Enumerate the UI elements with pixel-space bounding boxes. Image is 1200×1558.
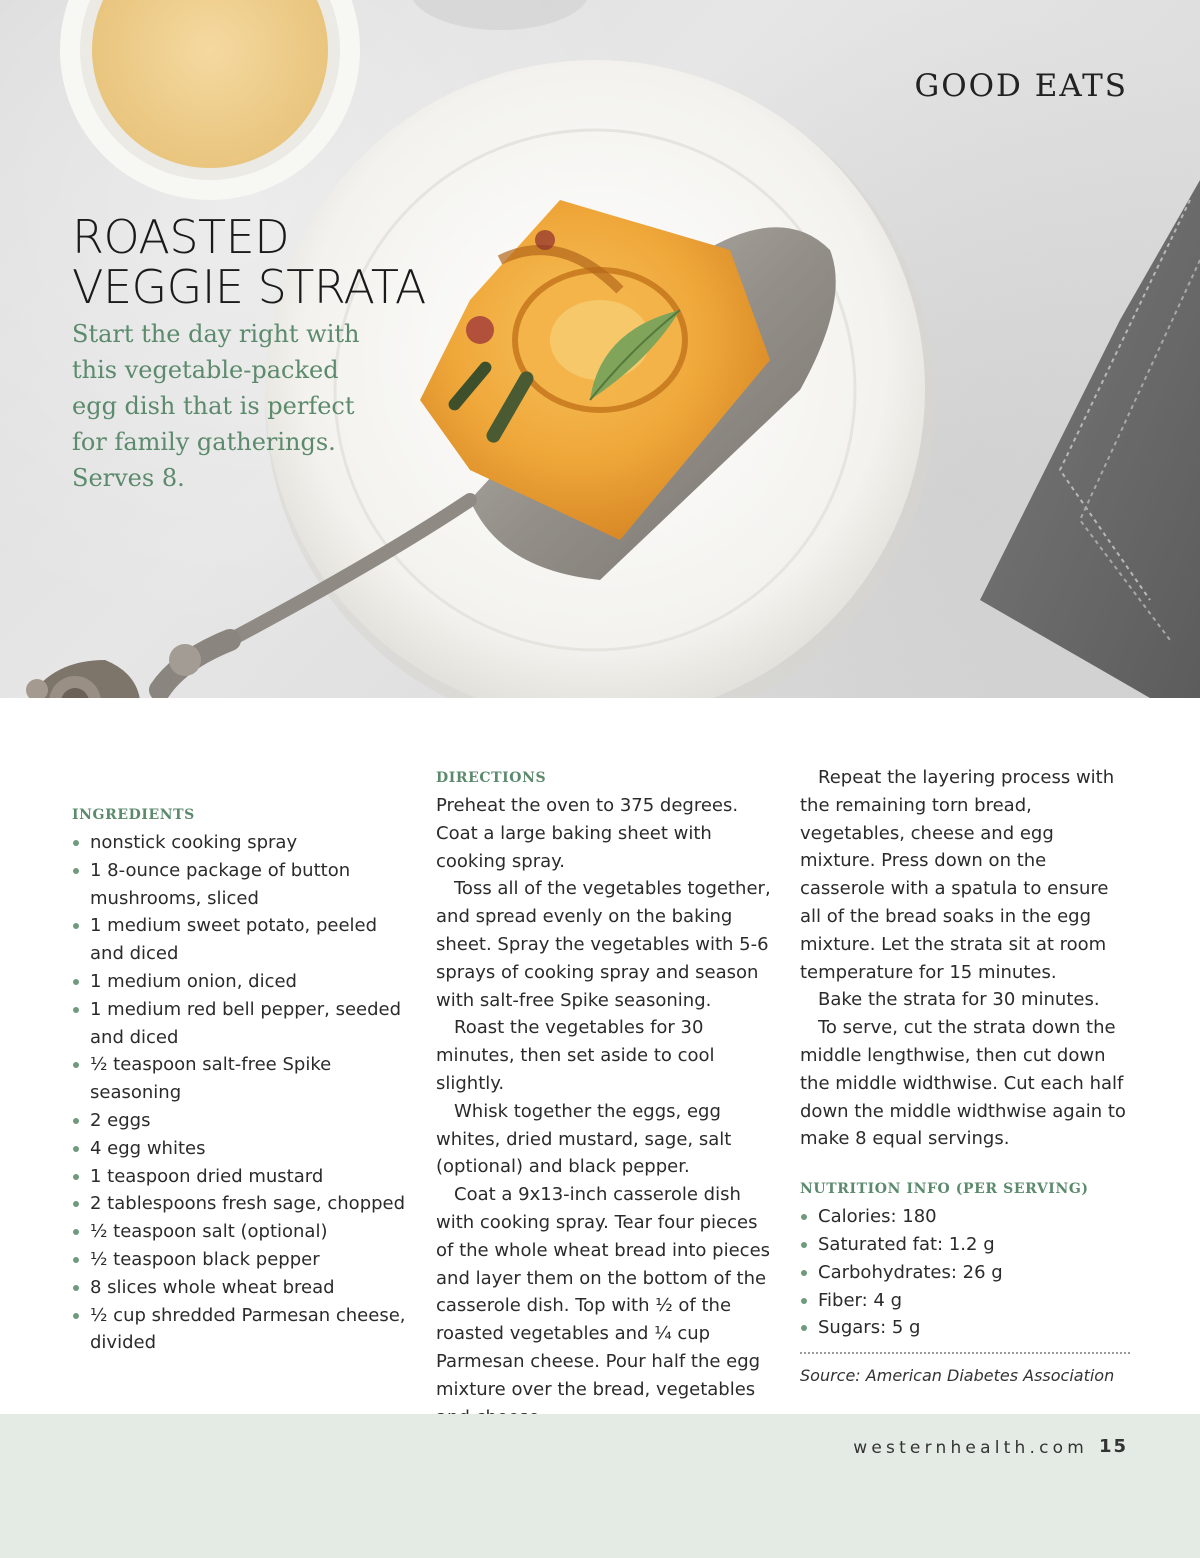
ingredient-item: ½ cup shredded Parmesan cheese, divided xyxy=(72,1302,412,1358)
page-footer xyxy=(0,1414,1200,1558)
direction-step: Whisk together the eggs, egg whites, dried mustard, sage, salt (optional) and black pepper. xyxy=(436,1100,732,1178)
directions-column xyxy=(436,768,776,1431)
direction-step: Preheat the oven to 375 degrees. Coat a large baking sheet with cooking spray. xyxy=(436,795,739,872)
ingredient-item: ½ teaspoon black pepper xyxy=(72,1246,412,1274)
direction-step: Bake the strata for 30 minutes. xyxy=(818,989,1100,1011)
ingredients-list xyxy=(72,829,412,1357)
nutrition-item: Calories: 180 xyxy=(800,1203,1130,1231)
ingredient-item: 8 slices whole wheat bread xyxy=(72,1274,412,1302)
ingredient-item: 4 egg whites xyxy=(72,1135,412,1163)
ingredient-item: 1 medium red bell pepper, seeded and diced xyxy=(72,996,412,1052)
recipe-intro xyxy=(72,316,392,496)
intro-line: Start the day right with xyxy=(72,320,360,348)
ingredient-item: ½ teaspoon salt-free Spike seasoning xyxy=(72,1051,412,1107)
ingredients-column xyxy=(72,805,412,1357)
source-credit: Source: American Diabetes Association xyxy=(800,1366,1115,1386)
hero-photo xyxy=(0,0,1200,698)
nutrition-item: Fiber: 4 g xyxy=(800,1287,1130,1315)
directions-continued-column xyxy=(800,764,1130,1390)
directions-heading: DIRECTIONS xyxy=(436,770,547,786)
ingredient-item: nonstick cooking spray xyxy=(72,829,412,857)
intro-line: this vegetable-packed xyxy=(72,356,339,384)
ingredient-item: ½ teaspoon salt (optional) xyxy=(72,1218,412,1246)
direction-step: Coat a 9x13-inch casserole dish with cooking spray. Tear four pieces of the whole wheat bread into pieces and layer them on the bottom of the casserole dish. Top with ½ of the roasted vegetables and ¼ cup Parmesan cheese. Pour half the egg mixture over the bread, vegetables xyxy=(436,1184,771,1400)
nutrition-item: Sugars: 5 g xyxy=(800,1314,1130,1342)
ingredient-item: 1 teaspoon dried mustard xyxy=(72,1163,412,1191)
intro-line: egg dish that is perfect xyxy=(72,392,355,420)
page-number: 15 xyxy=(1098,1436,1128,1457)
nutrition-list xyxy=(800,1203,1130,1342)
ingredient-item: 2 eggs xyxy=(72,1107,412,1135)
ingredient-item: 1 medium onion, diced xyxy=(72,968,412,996)
dotted-divider xyxy=(800,1352,1130,1354)
direction-step: Repeat the layering process with the remaining torn bread, vegetables, cheese and egg mixture. Press down on the casserole with a spatula to ensure all of the bread soaks in the egg mixture. Let the strata sit at room temperature for 15 minutes. xyxy=(800,767,1115,983)
direction-step: Toss all of the vegetables together, and spread evenly on the baking sheet. Spray the vegetables with 5-6 sprays of cooking spray and season with salt-free Spike seasoning. xyxy=(436,878,771,1011)
ingredients-heading: INGREDIENTS xyxy=(72,807,195,823)
nutrition-item: Saturated fat: 1.2 g xyxy=(800,1231,1130,1259)
title-line: VEGGIE STRATA xyxy=(72,260,426,314)
website-url: westernhealth.com xyxy=(853,1438,1088,1458)
nutrition-item: Carbohydrates: 26 g xyxy=(800,1259,1130,1287)
recipe-title xyxy=(72,212,492,312)
ingredient-item: 2 tablespoons fresh sage, chopped xyxy=(72,1190,412,1218)
direction-step: To serve, cut the strata down the middle lengthwise, then cut down the middle widthwise. Cut each half down the middle widthwise again to make 8 equal servings. xyxy=(800,1017,1126,1150)
direction-step: Roast the vegetables for 30 minutes, then set aside to cool slightly. xyxy=(436,1017,715,1094)
intro-line: Serves 8. xyxy=(72,464,185,492)
title-line: ROASTED xyxy=(72,210,290,264)
ingredient-item: 1 medium sweet potato, peeled and diced xyxy=(72,912,412,968)
ingredient-item: 1 8-ounce package of button mushrooms, sliced xyxy=(72,857,412,913)
nutrition-heading: NUTRITION INFO (PER SERVING) xyxy=(800,1181,1089,1198)
section-label: GOOD EATS xyxy=(914,68,1128,104)
intro-line: for family gatherings. xyxy=(72,428,336,456)
